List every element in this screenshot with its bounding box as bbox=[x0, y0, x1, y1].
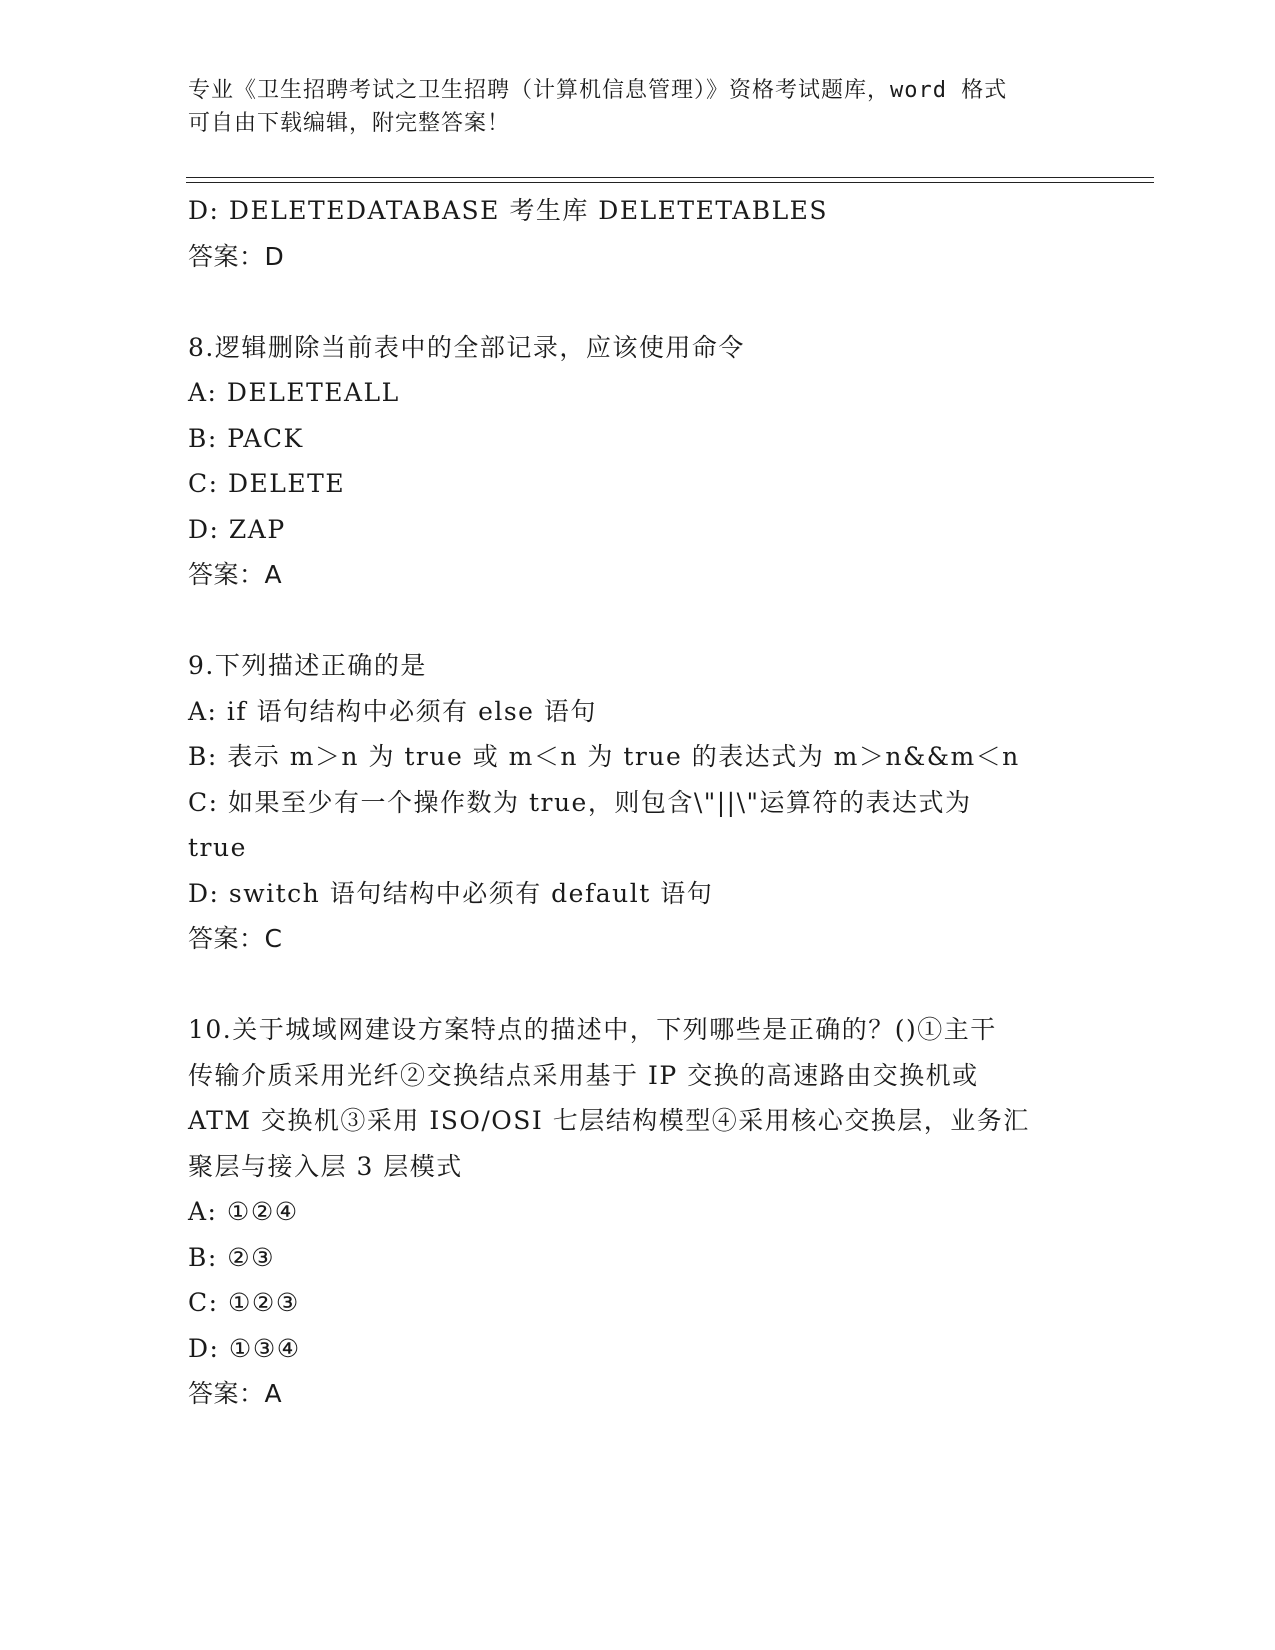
option-line: B: PACK bbox=[188, 423, 304, 453]
question-text: 传输介质采用光纤②交换结点采用基于 IP 交换的高速路由交换机或 bbox=[188, 1060, 979, 1090]
question-content bbox=[188, 188, 1088, 1417]
option-line: D: ZAP bbox=[188, 514, 286, 544]
option-line: C: 如果至少有一个操作数为 true，则包含\"||\"运算符的表达式为 bbox=[188, 787, 972, 817]
option-line: D: DELETEDATABASE 考生库 DELETETABLES bbox=[188, 196, 829, 225]
question-text: ATM 交换机③采用 ISO/OSI 七层结构模型④采用核心交换层，业务汇 bbox=[188, 1106, 1030, 1135]
question-text: 9.下列描述正确的是 bbox=[188, 651, 427, 680]
answer-line: 答案：A bbox=[188, 1379, 283, 1408]
option-line: B: ②③ bbox=[188, 1242, 276, 1272]
answer-line: 答案：A bbox=[188, 560, 283, 589]
question-text: 8.逻辑删除当前表中的全部记录，应该使用命令 bbox=[188, 332, 745, 362]
header-title-line-1: 专业《卫生招聘考试之卫生招聘（计算机信息管理）》资格考试题库，word 格式 bbox=[188, 78, 1008, 103]
header-divider-top bbox=[186, 177, 1154, 178]
option-line: A: if 语句结构中必须有 else 语句 bbox=[188, 696, 597, 726]
option-line: true bbox=[188, 833, 247, 862]
document-header bbox=[188, 74, 1068, 140]
option-line: A: DELETEALL bbox=[188, 378, 400, 407]
answer-line: 答案：C bbox=[188, 924, 283, 953]
option-line: C: DELETE bbox=[188, 469, 346, 498]
header-title-line-2: 可自由下载编辑，附完整答案！ bbox=[188, 111, 511, 136]
answer-line: 答案：D bbox=[188, 241, 285, 271]
question-text: 10.关于城域网建设方案特点的描述中，下列哪些是正确的？()①主干 bbox=[188, 1015, 997, 1044]
option-line: D: ①③④ bbox=[188, 1333, 301, 1363]
option-line: A: ①②④ bbox=[188, 1197, 299, 1226]
question-text: 聚层与接入层 3 层模式 bbox=[188, 1151, 463, 1181]
option-line: D: switch 语句结构中必须有 default 语句 bbox=[188, 878, 714, 908]
blank-line bbox=[188, 279, 1088, 325]
blank-line bbox=[188, 962, 1088, 1008]
option-line: B: 表示 m＞n 为 true 或 m＜n 为 true 的表达式为 m＞n&&m＜n bbox=[188, 742, 1020, 771]
blank-line bbox=[188, 598, 1088, 644]
option-line: C: ①②③ bbox=[188, 1288, 300, 1317]
header-divider-bottom bbox=[186, 182, 1154, 183]
